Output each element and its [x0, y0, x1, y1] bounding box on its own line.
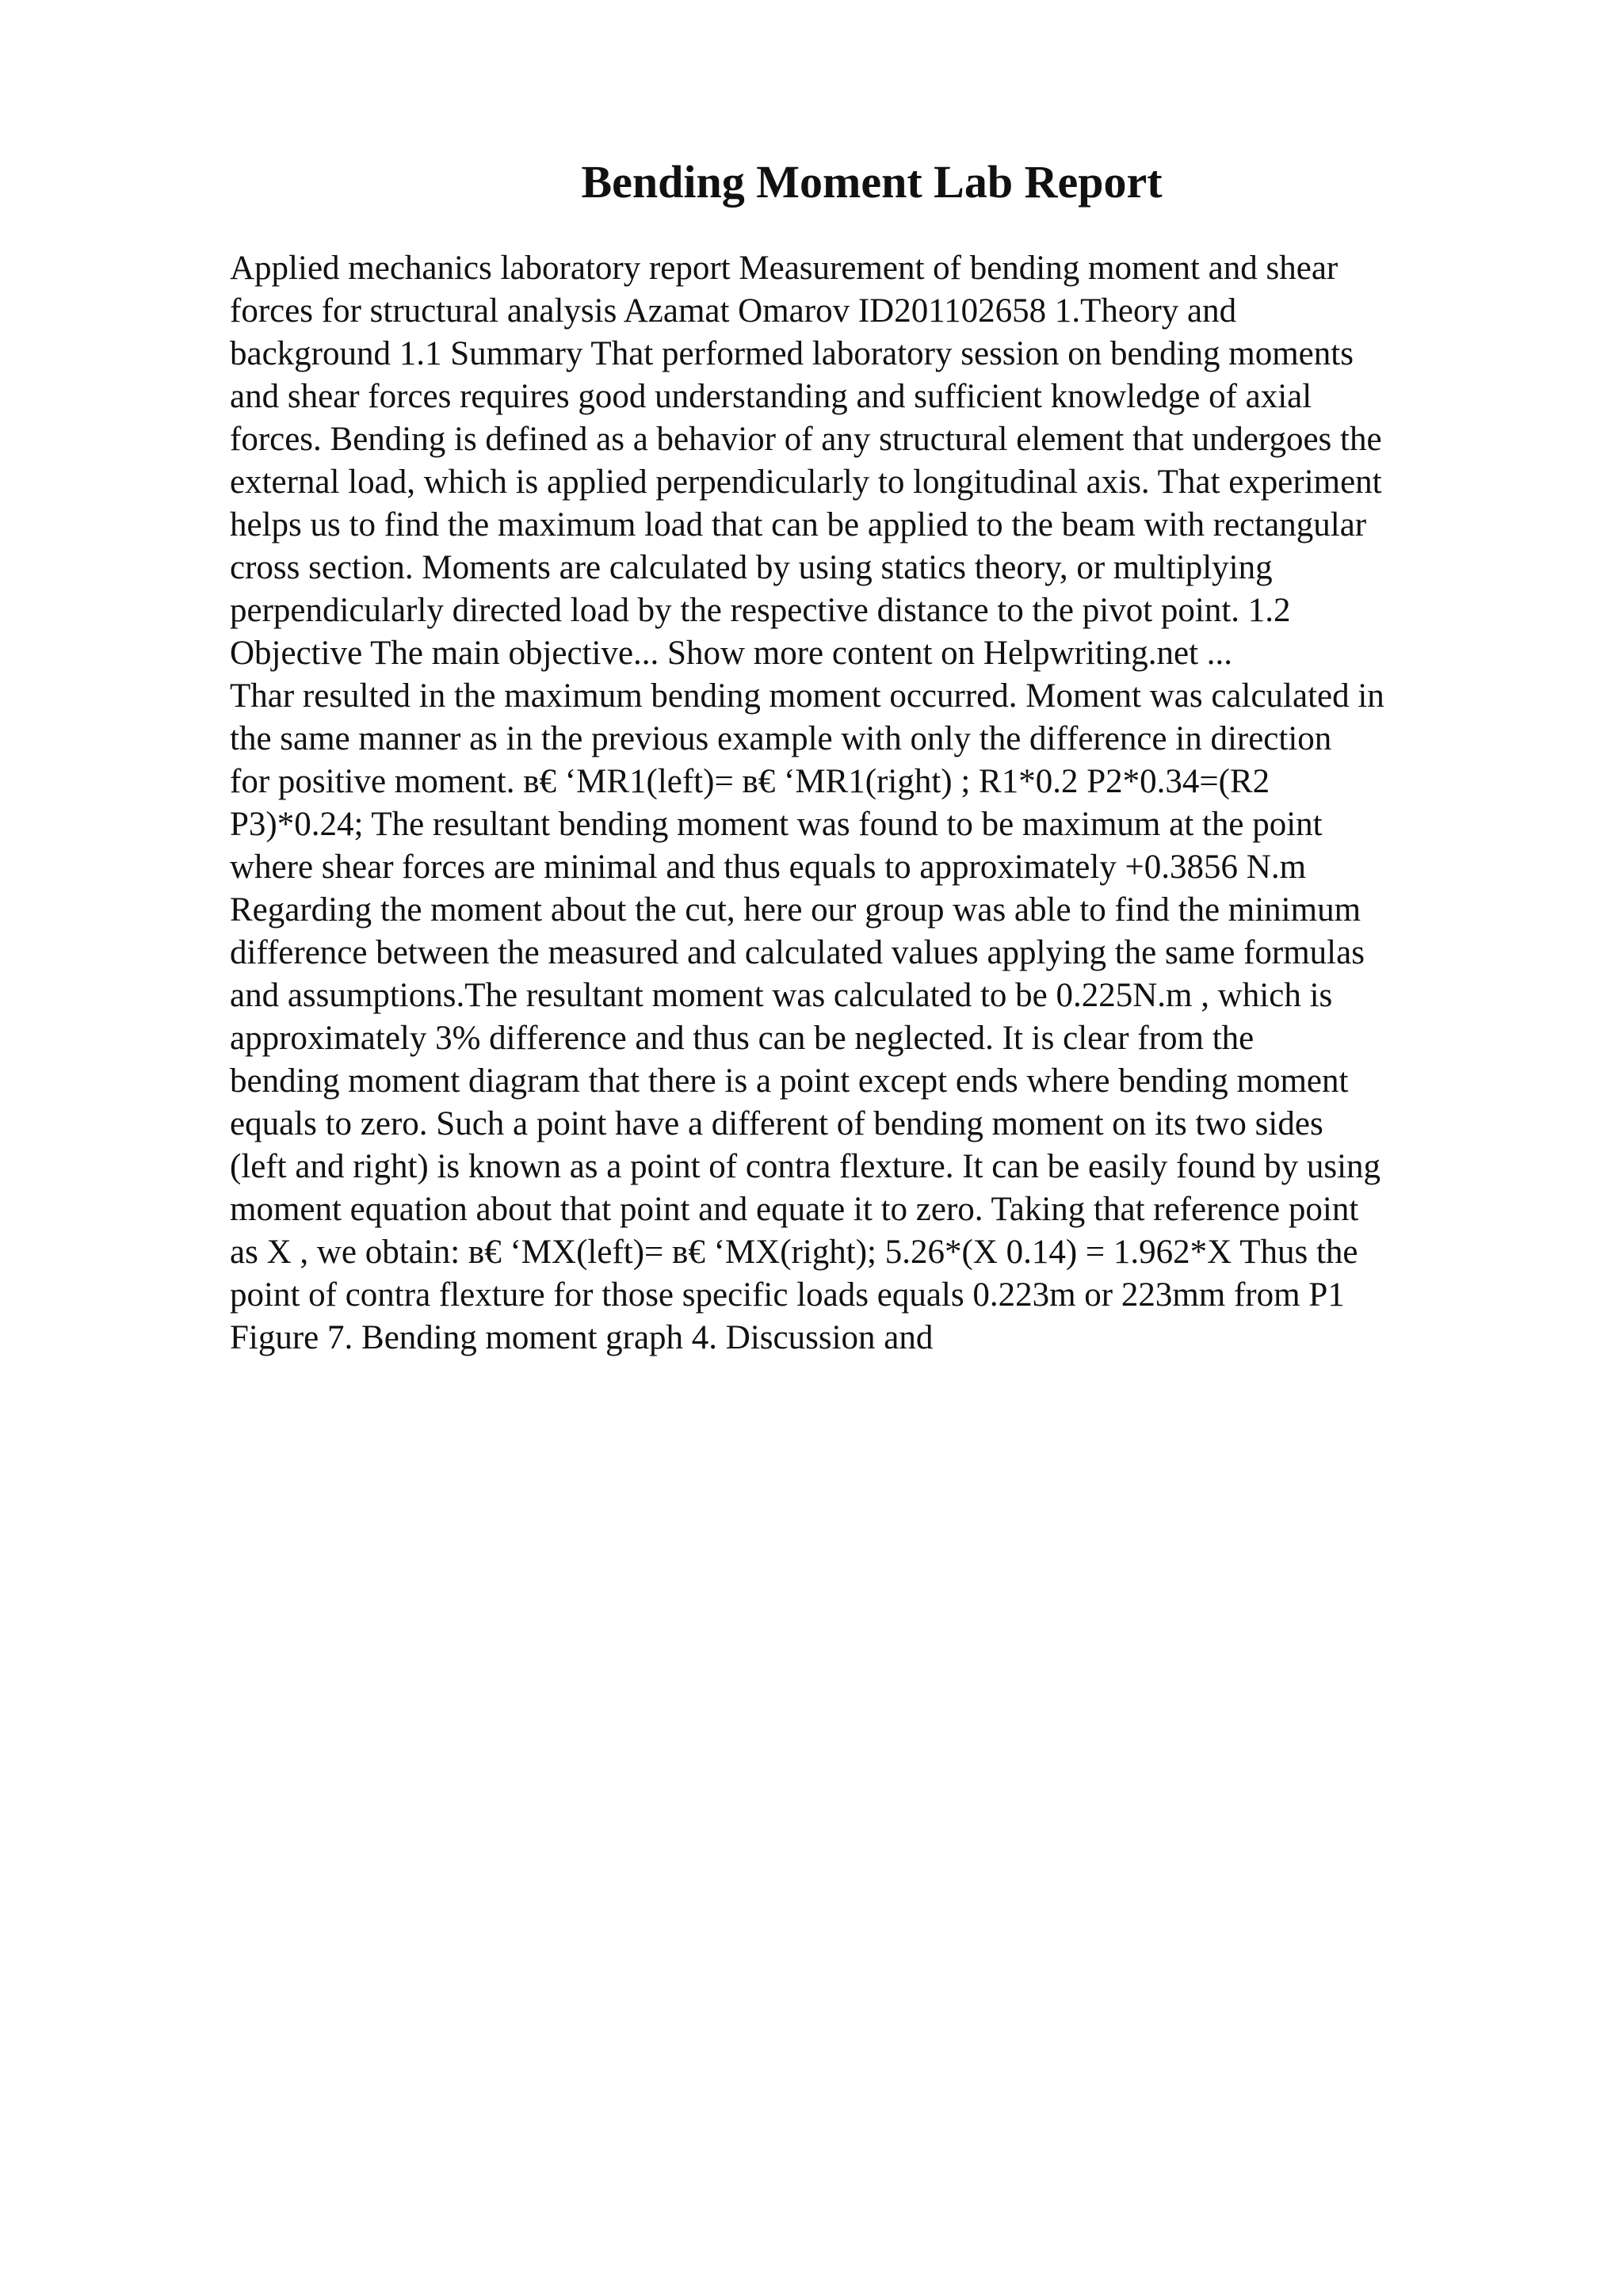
body-line: moment equation about that point and equate it to zero. Taking that reference point: [230, 1191, 1359, 1228]
document-title: Bending Moment Lab Report: [581, 156, 1163, 208]
body-line: and shear forces requires good understanding and sufficient knowledge of axial: [230, 378, 1312, 415]
body-line: cross section. Moments are calculated by using statics theory, or multiplying: [230, 549, 1273, 586]
body-line: bending moment diagram that there is a point except ends where bending moment: [230, 1062, 1349, 1100]
body-line: the same manner as in the previous example with only the difference in direction: [230, 720, 1332, 757]
body-line: as X , we obtain: в€ ‘MX(left)= в€ ‘MX(right); 5.26*(X 0.14) = 1.962*X Thus the: [230, 1234, 1358, 1271]
body-line: for positive moment. в€ ‘MR1(left)= в€ ‘MR1(right) ; R1*0.2 P2*0.34=(R2: [230, 763, 1270, 800]
body-line: difference between the measured and calculated values applying the same formulas: [230, 934, 1365, 971]
body-line: Regarding the moment about the cut, here our group was able to find the minimum: [230, 891, 1361, 929]
body-line: approximately 3% difference and thus can be neglected. It is clear from the: [230, 1020, 1254, 1057]
body-line: forces for structural analysis Azamat Omarov ID201102658 1.Theory and: [230, 292, 1237, 330]
body-line: Applied mechanics laboratory report Measurement of bending moment and shear: [230, 250, 1338, 287]
body-line: Thar resulted in the maximum bending moment occurred. Moment was calculated in: [230, 677, 1384, 715]
body-line: external load, which is applied perpendicularly to longitudinal axis. That experiment: [230, 463, 1382, 501]
body-line: and assumptions.The resultant moment was calculated to be 0.225N.m , which is: [230, 977, 1333, 1014]
body-line: point of contra flexture for those specific loads equals 0.223m or 223mm from P1: [230, 1276, 1345, 1314]
body-line: P3)*0.24; The resultant bending moment was found to be maximum at the point: [230, 806, 1323, 843]
body-line: (left and right) is known as a point of contra flexture. It can be easily found by using: [230, 1148, 1381, 1185]
body-line: Objective The main objective... Show more content on Helpwriting.net ...: [230, 635, 1233, 672]
body-line: background 1.1 Summary That performed laboratory session on bending moments: [230, 335, 1354, 372]
document-body: [230, 247, 1498, 1360]
body-line: perpendicularly directed load by the respective distance to the pivot point. 1.2: [230, 592, 1291, 629]
body-line: Figure 7. Bending moment graph 4. Discussion and: [230, 1319, 934, 1356]
body-line: forces. Bending is defined as a behavior of any structural element that undergoes the: [230, 421, 1382, 458]
body-line: equals to zero. Such a point have a different of bending moment on its two sides: [230, 1105, 1323, 1142]
body-line: helps us to find the maximum load that can be applied to the beam with rectangular: [230, 506, 1367, 543]
body-line: where shear forces are minimal and thus equals to approximately +0.3856 N.m: [230, 849, 1307, 886]
